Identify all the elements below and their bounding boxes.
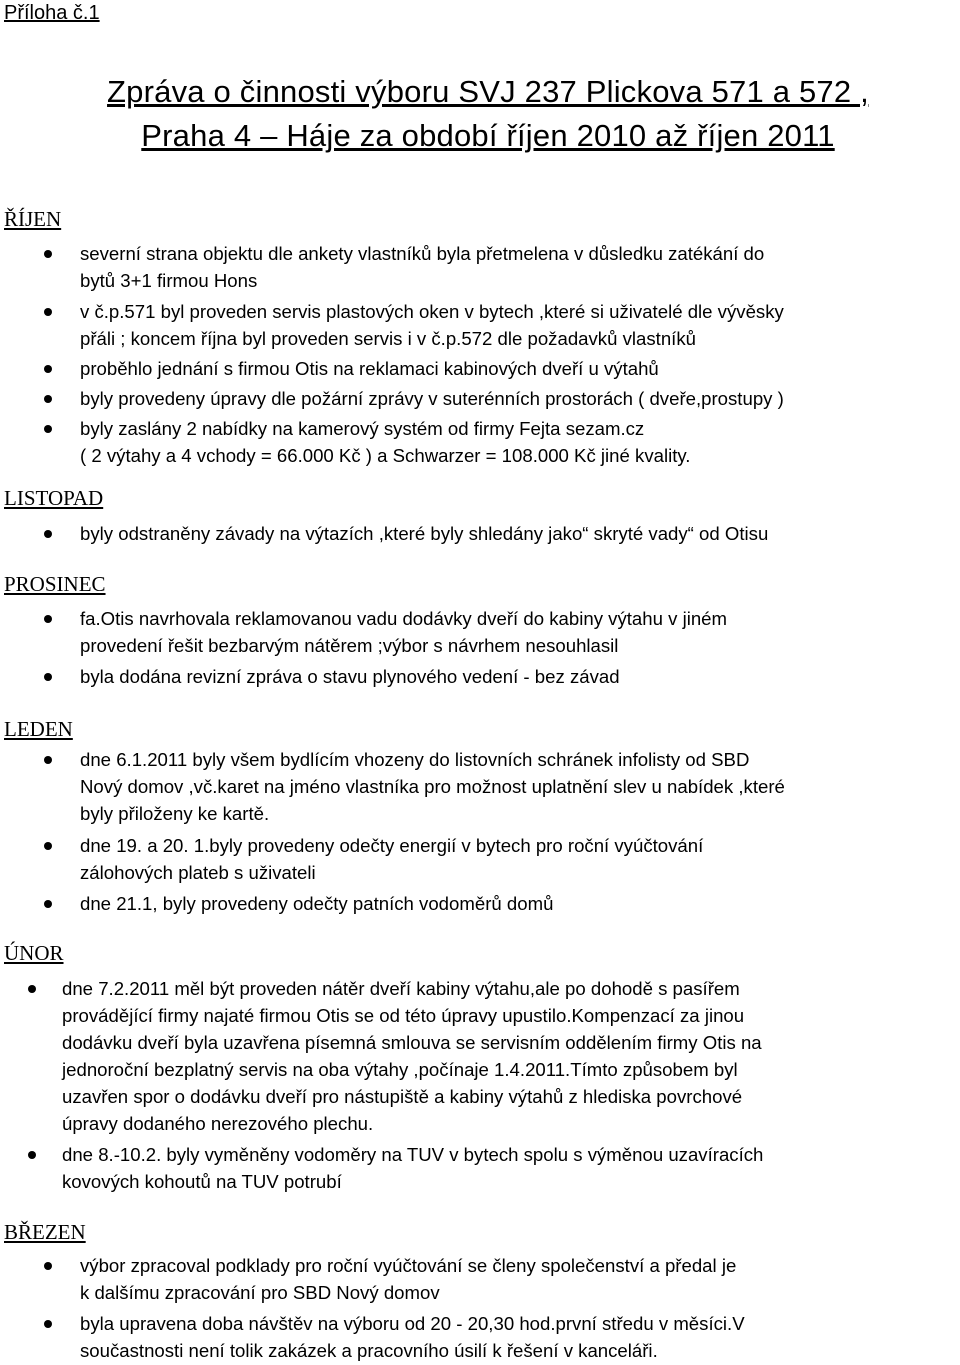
section-list-brezen	[4, 1252, 745, 1364]
item-line: dne 7.2.2011 měl být proveden nátěr dveří kabiny výtahu,ale po dohodě s pasířem	[62, 978, 740, 999]
bullet-icon	[44, 900, 52, 908]
annex-label: Příloha č.1	[4, 2, 100, 24]
section-heading-listopad: LISTOPAD	[4, 486, 104, 510]
bullet-icon	[44, 1320, 52, 1328]
title-line-1: Zpráva o činnosti výboru SVJ 237 Plickova 571 a 572 ,	[107, 74, 869, 109]
item-line: výbor zpracoval podklady pro roční vyúčtování se členy společenství a předal je	[80, 1255, 737, 1276]
item-line: provádějící firmy najaté firmou Otis se od této úpravy upustilo.Kompenzací za jinou	[62, 1005, 745, 1026]
bullet-icon	[44, 1262, 52, 1270]
list-item	[4, 520, 768, 547]
bullet-icon	[44, 308, 52, 316]
bullet-icon	[44, 395, 52, 403]
list-item	[4, 355, 784, 382]
item-line: provedení řešit bezbarvým nátěrem ;výbor s návrhem nesouhlasil	[80, 635, 619, 656]
item-line: bytů 3+1 firmou Hons	[80, 270, 258, 291]
bullet-icon	[44, 756, 52, 764]
item-line: byly provedeny úpravy dle požární zprávy v suterénních prostorách ( dveře,prostupy )	[80, 388, 784, 409]
bullet-icon	[44, 673, 52, 681]
title-line-2: Praha 4 – Háje za období říjen 2010 až říjen 2011	[141, 118, 835, 153]
item-line: v č.p.571 byl proveden servis plastových oken v bytech ,které si uživatelé dle vývěsky	[80, 301, 784, 322]
list-item	[4, 415, 784, 469]
section-list-listopad	[4, 520, 768, 547]
item-line: byla dodána revizní zpráva o stavu plynového vedení - bez závad	[80, 666, 620, 687]
list-item	[4, 385, 784, 412]
item-line: byla upravena doba návštěv na výboru od 20 - 20,30 hod.první středu v měsíci.V	[80, 1313, 745, 1334]
section-heading-leden: LEDEN	[4, 717, 73, 741]
item-line: fa.Otis navrhovala reklamovanou vadu dodávky dveří do kabiny výtahu v jiném	[80, 608, 727, 629]
section-list-prosinec	[4, 605, 727, 690]
item-line: součastnosti není tolik zakázek a pracovního úsilí k řešení v kanceláři.	[80, 1340, 658, 1361]
item-line: kovových kohoutů na TUV potrubí	[62, 1171, 342, 1192]
list-item	[4, 746, 785, 827]
item-line: zálohových plateb s uživateli	[80, 862, 316, 883]
list-item	[4, 832, 785, 886]
bullet-icon	[44, 842, 52, 850]
section-heading-brezen: BŘEZEN	[4, 1220, 86, 1244]
bullet-icon	[44, 250, 52, 258]
item-line: ( 2 výtahy a 4 vchody = 66.000 Kč ) a Schwarzer = 108.000 Kč jiné kvality.	[80, 445, 691, 466]
item-line: severní strana objektu dle ankety vlastníků byla přetmelena v důsledku zatékání do	[80, 243, 765, 264]
bullet-icon	[44, 530, 52, 538]
section-list-rijen	[4, 240, 784, 469]
item-line: byly odstraněny závady na výtazích ,které byly shledány jako“ skryté vady“ od Otisu	[80, 523, 769, 544]
item-line: Nový domov ,vč.karet na jméno vlastníka pro možnost uplatnění slev u nabídek ,které	[80, 776, 785, 797]
section-heading-unor: ÚNOR	[4, 941, 64, 965]
item-line: proběhlo jednání s firmou Otis na reklamaci kabinových dveří u výtahů	[80, 358, 659, 379]
item-line: přáli ; koncem října byl proveden servis i v č.p.572 dle požadavků vlastníků	[80, 328, 696, 349]
item-line: dne 21.1, byly provedeny odečty patních vodoměrů domů	[80, 893, 554, 914]
item-line: byly zaslány 2 nabídky na kamerový systém od firmy Fejta sezam.cz	[80, 418, 645, 439]
item-line: uzavřen spor o dodávku dveří pro nástupiště a kabiny výtahů z hlediska povrchové	[62, 1086, 743, 1107]
item-line: úpravy dodaného nerezového plechu.	[62, 1113, 374, 1134]
list-item	[4, 975, 763, 1137]
item-line: dne 8.-10.2. byly vyměněny vodoměry na TUV v bytech spolu s výměnou uzavíracích	[62, 1144, 764, 1165]
item-line: k dalšímu zpracování pro SBD Nový domov	[80, 1282, 440, 1303]
list-item	[4, 1310, 745, 1364]
page-title	[18, 70, 958, 158]
list-item	[4, 298, 784, 352]
bullet-icon	[44, 365, 52, 373]
section-heading-prosinec: PROSINEC	[4, 572, 106, 596]
list-item	[4, 1141, 763, 1195]
bullet-icon	[28, 985, 36, 993]
list-item	[4, 890, 785, 917]
bullet-icon	[28, 1151, 36, 1159]
section-list-leden	[4, 746, 785, 917]
section-list-unor	[4, 975, 763, 1195]
list-item	[4, 1252, 745, 1306]
bullet-icon	[44, 615, 52, 623]
list-item	[4, 605, 727, 659]
section-heading-rijen: ŘÍJEN	[4, 207, 62, 231]
bullet-icon	[44, 425, 52, 433]
item-line: dodávku dveří byla uzavřena písemná smlouva se servisním oddělením firmy Otis na	[62, 1032, 762, 1053]
list-item	[4, 663, 727, 690]
item-line: dne 19. a 20. 1.byly provedeny odečty energií v bytech pro roční vyúčtování	[80, 835, 704, 856]
item-line: dne 6.1.2011 byly všem bydlícím vhozeny do listovních schránek infolisty od SBD	[80, 749, 750, 770]
list-item	[4, 240, 784, 294]
item-line: jednoroční bezplatný servis na oba výtahy ,počínaje 1.4.2011.Tímto způsobem byl	[62, 1059, 738, 1080]
item-line: byly přiloženy ke kartě.	[80, 803, 270, 824]
